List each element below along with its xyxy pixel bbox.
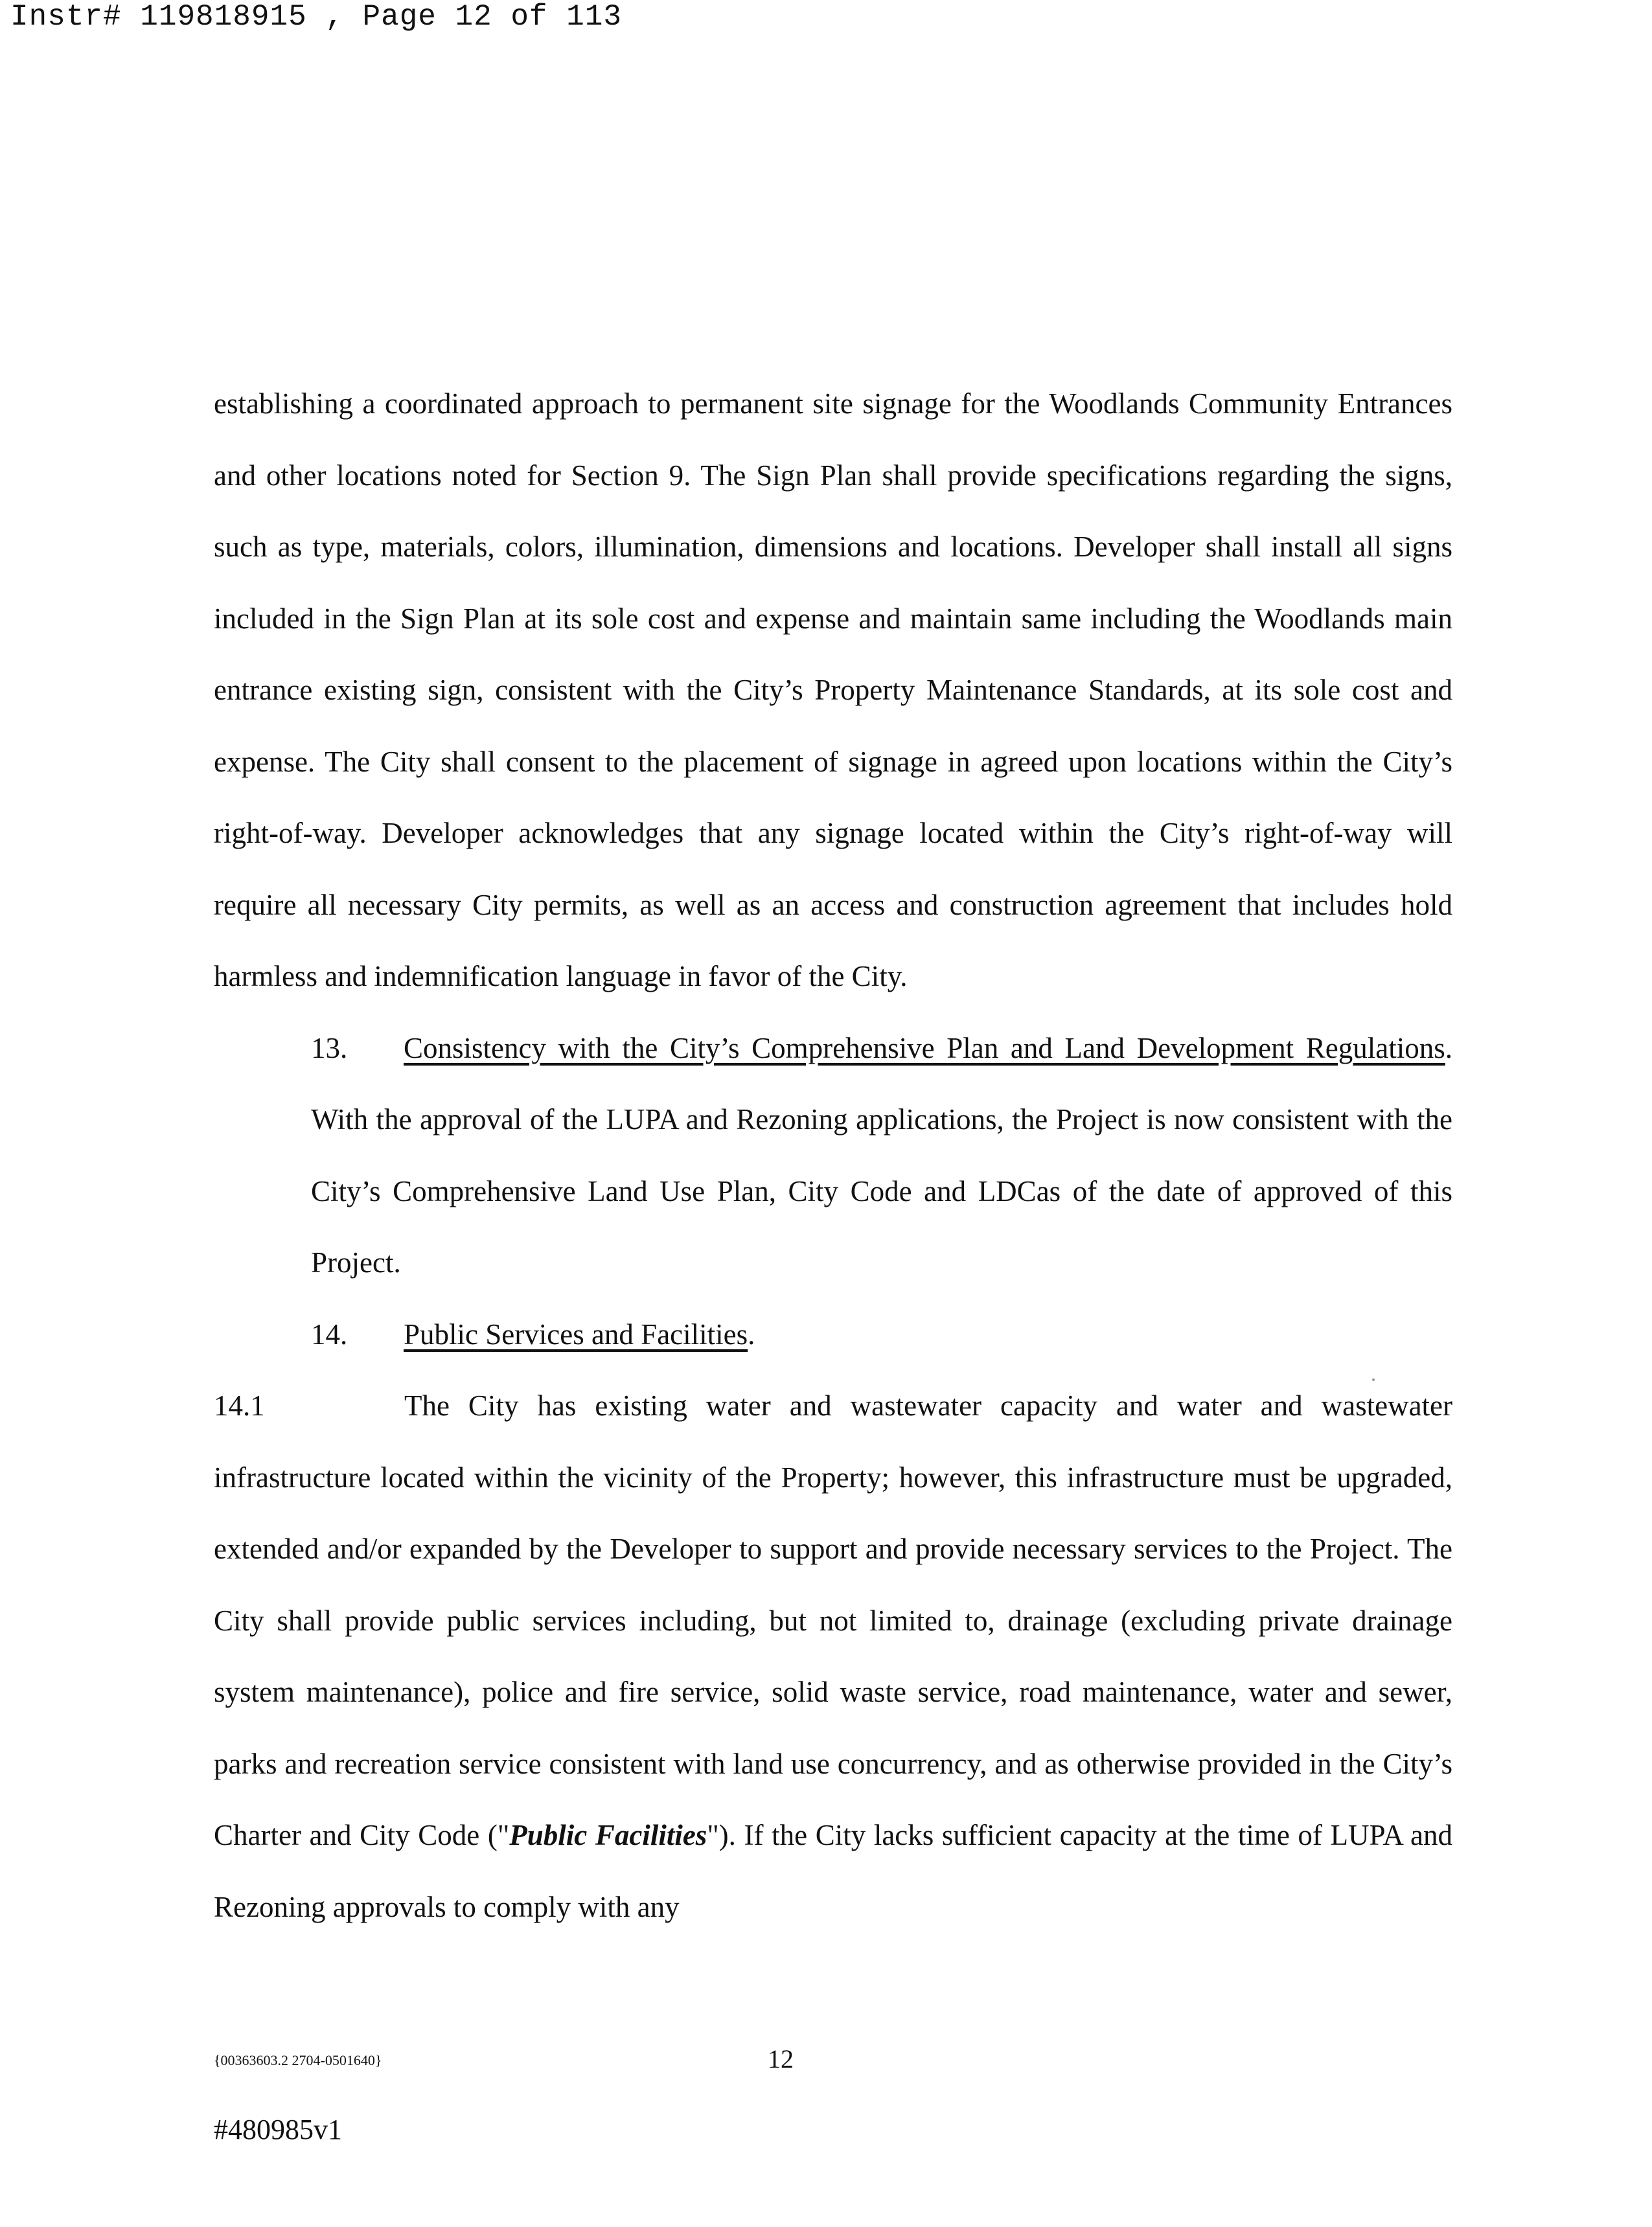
section-14-1-text-b: "). If the City lacks sufficient capacity at the time of LUPA and Rezoning approvals to comply with any	[214, 1819, 1452, 1923]
section-14-1-text-a: The City has existing water and wastewater capacity and water and wastewater infrastructure located within the vicinity of the Property; however, this infrastructure must be upgraded, extended and/or expanded by the Developer to support and provide necessary services to the Project. The City shall provide public services including, but not limited to, drainage (excluding private drainage system maintenance), police and fire service, solid waste service, road maintenance, water and sewer, parks and recreation service consistent with land use concurrency, and as otherwise provided in the City’s Charter and City Code ("	[214, 1389, 1452, 1851]
section-14-heading-end: .	[748, 1318, 755, 1351]
section-13	[214, 1012, 1452, 1299]
section-14-1	[214, 1370, 1452, 1943]
section-13-number: 13.	[311, 1031, 348, 1064]
scan-speck	[1372, 1378, 1375, 1381]
section-13-text: With the approval of the LUPA and Rezoning applications, the Project is now consistent with the City’s Comprehensive Land Use Plan, City Code and LDCas of the date of approved of this Project.	[311, 1103, 1452, 1279]
instrument-header: Instr# 119818915 , Page 12 of 113	[10, 0, 622, 34]
defined-term-public-facilities: Public Facilities	[509, 1819, 707, 1851]
document-body	[214, 368, 1452, 1943]
footer-file-code: {00363603.2 2704-0501640}	[214, 2052, 382, 2068]
page-number: 12	[768, 2044, 794, 2073]
section-14-1-number: 14.1	[214, 1389, 265, 1422]
section-13-heading-end: .	[1445, 1031, 1452, 1064]
section-14	[214, 1299, 1452, 1371]
paragraph-signage: establishing a coordinated approach to permanent site signage for the Woodlands Community Entrances and other locations noted for Section 9. The Sign Plan shall provide specifications regarding the signs, such as type, materials, colors, illumination, dimensions and locations. Developer shall install all signs included in the Sign Plan at its sole cost and expense and maintain same including the Woodlands main entrance existing sign, consistent with the City’s Property Maintenance Standards, at its sole cost and expense. The City shall consent to the placement of signage in agreed upon locations within the City’s right-of-way. Developer acknowledges that any signage located within the City’s right-of-way will require all necessary City permits, as well as an access and construction agreement that includes hold harmless and indemnification language in favor of the City.	[214, 387, 1452, 992]
section-14-number: 14.	[311, 1318, 348, 1351]
section-13-heading: Consistency with the City’s Comprehensive Plan and Land Development Regulations	[404, 1031, 1445, 1064]
section-14-heading: Public Services and Facilities	[404, 1318, 748, 1351]
footer-doc-id: #480985v1	[214, 2114, 342, 2145]
